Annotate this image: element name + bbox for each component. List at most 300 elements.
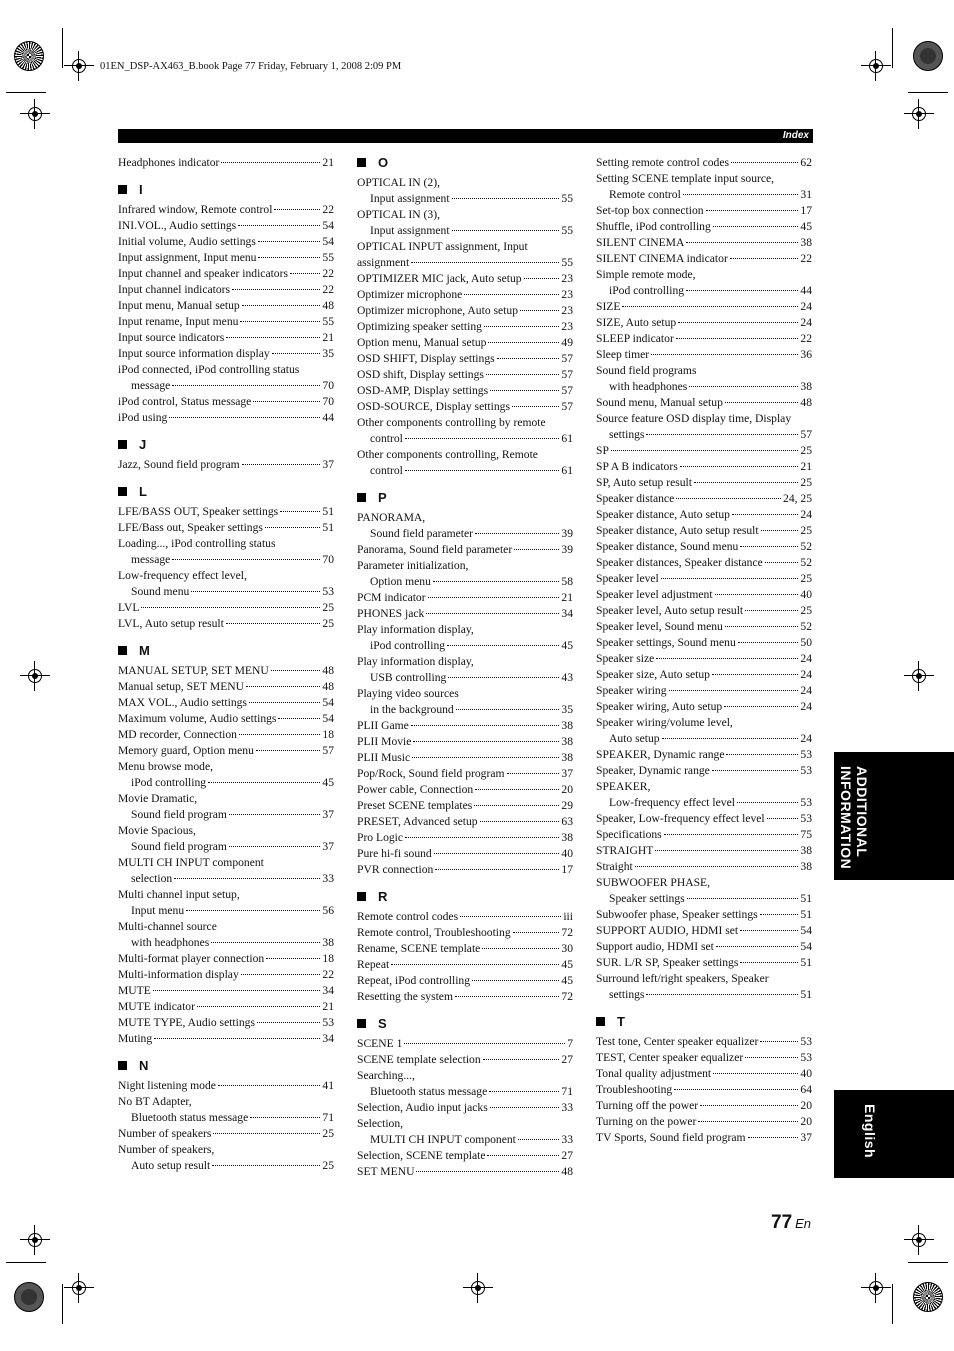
- index-entry: [118, 983, 334, 999]
- entry-page: 52: [800, 540, 812, 553]
- section-square-icon: [357, 1019, 366, 1028]
- dot-leader: [448, 677, 559, 678]
- index-entry: [118, 457, 334, 473]
- entry-page: 71: [561, 1085, 573, 1098]
- entry-text: SCENE 1: [357, 1037, 403, 1050]
- index-entry: [596, 395, 812, 411]
- entry-page: 64: [800, 1083, 812, 1096]
- entry-page: 20: [800, 1099, 812, 1112]
- dot-leader: [669, 690, 799, 691]
- entry-page: 54: [322, 696, 334, 709]
- entry-page: 29: [561, 799, 573, 812]
- crop-line: [62, 28, 63, 68]
- crop-line: [892, 1284, 893, 1324]
- entry-text: Initial volume, Audio settings: [118, 235, 256, 248]
- dot-leader: [208, 782, 320, 783]
- entry-text: PLII Music: [357, 751, 411, 764]
- index-entry: [118, 520, 334, 536]
- entry-page: 53: [800, 748, 812, 761]
- index-entry: [118, 155, 334, 171]
- index-entry: [357, 973, 573, 989]
- dot-leader: [250, 1117, 320, 1118]
- registration-rosette-bottom-left: [14, 1282, 44, 1312]
- index-entry: [357, 766, 573, 782]
- dot-leader: [678, 322, 798, 323]
- crosshair-mark: [20, 99, 50, 129]
- entry-page: 58: [561, 575, 573, 588]
- entry-text: Multi-information display: [118, 968, 239, 981]
- entry-page: 48: [561, 1165, 573, 1178]
- entry-page: 41: [322, 1079, 334, 1092]
- dot-leader: [489, 1091, 559, 1092]
- dot-leader: [611, 450, 799, 451]
- entry-text: SUPPORT AUDIO, HDMI set: [596, 924, 739, 937]
- dot-leader: [460, 916, 561, 917]
- entry-page: 57: [800, 428, 812, 441]
- dot-leader: [745, 1057, 798, 1058]
- entry-text: Auto setup result: [131, 1159, 211, 1172]
- index-entry: [357, 989, 573, 1005]
- dot-leader: [724, 706, 798, 707]
- dot-leader: [490, 1107, 560, 1108]
- entry-text: Remote control codes: [357, 910, 459, 923]
- dot-leader: [689, 386, 798, 387]
- section-letter: N: [139, 1058, 149, 1073]
- entry-page: 25: [800, 604, 812, 617]
- entry-text: Straight: [596, 860, 633, 873]
- entry-page: 33: [322, 872, 334, 885]
- entry-text: LFE/Bass out, Speaker settings: [118, 521, 263, 534]
- entry-text: Sleep timer: [596, 348, 650, 361]
- entry-text: Speaker distance, Auto setup result: [596, 524, 759, 537]
- dot-leader: [482, 948, 559, 949]
- entry-page: 21: [800, 460, 812, 473]
- entry-text: Speaker wiring: [596, 684, 667, 697]
- index-column-1: [118, 155, 334, 1174]
- entry-page: 33: [561, 1101, 573, 1114]
- entry-page: 70: [322, 395, 334, 408]
- dot-leader: [413, 741, 559, 742]
- dot-leader: [661, 578, 799, 579]
- dot-leader: [726, 754, 798, 755]
- index-entry: [596, 1082, 812, 1098]
- index-entry: [596, 1034, 812, 1050]
- entry-page: 57: [322, 744, 334, 757]
- entry-text: Setting SCENE template input source,: [596, 172, 775, 185]
- index-entry: [357, 319, 573, 335]
- dot-leader: [662, 738, 799, 739]
- index-entry: [596, 667, 812, 683]
- entry-text: Option menu, Manual setup: [357, 336, 487, 349]
- entry-page: 21: [322, 331, 334, 344]
- entry-text: Number of speakers: [118, 1127, 212, 1140]
- index-entry: [118, 1015, 334, 1031]
- entry-text: SCENE template selection: [357, 1053, 481, 1066]
- section-square-icon: [118, 440, 127, 449]
- entry-text: MAX VOL., Audio settings: [118, 696, 247, 709]
- entry-text: Optimizer microphone, Auto setup: [357, 304, 518, 317]
- header-bar: [118, 129, 813, 143]
- entry-page: 24, 25: [783, 492, 812, 505]
- crosshair-mark: [904, 1225, 934, 1255]
- index-entry: [357, 207, 573, 239]
- crosshair-mark: [904, 661, 934, 691]
- dot-leader: [141, 607, 320, 608]
- crosshair-mark: [64, 51, 94, 81]
- entry-page: 33: [561, 1133, 573, 1146]
- entry-text: message: [131, 379, 171, 392]
- entry-text: Searching...,: [357, 1069, 415, 1082]
- index-entry: [596, 859, 812, 875]
- index-entry: [596, 491, 812, 507]
- entry-page: 24: [800, 732, 812, 745]
- registration-rosette-bottom-right: [913, 1282, 943, 1312]
- entry-text: Input rename, Input menu: [118, 315, 239, 328]
- index-entry: [118, 362, 334, 394]
- entry-text: TV Sports, Sound field program: [596, 1131, 746, 1144]
- entry-page: 55: [561, 192, 573, 205]
- index-entry: [596, 779, 812, 811]
- entry-text: PCM indicator: [357, 591, 426, 604]
- entry-page: 38: [561, 735, 573, 748]
- entry-page: 23: [561, 272, 573, 285]
- entry-page: 61: [561, 432, 573, 445]
- index-entry: [118, 743, 334, 759]
- index-entry: [357, 287, 573, 303]
- entry-page: 63: [561, 815, 573, 828]
- dot-leader: [258, 241, 321, 242]
- entry-page: 51: [800, 988, 812, 1001]
- entry-text: Repeat, iPod controlling: [357, 974, 471, 987]
- entry-text: Simple remote mode,: [596, 268, 696, 281]
- entry-page: 48: [322, 680, 334, 693]
- dot-leader: [745, 610, 798, 611]
- entry-text: Muting: [118, 1032, 153, 1045]
- index-entry: [118, 1078, 334, 1094]
- entry-text: MD recorder, Connection: [118, 728, 237, 741]
- entry-text: with headphones: [131, 936, 210, 949]
- entry-page: 38: [800, 860, 812, 873]
- entry-page: 20: [800, 1115, 812, 1128]
- index-entry: [596, 827, 812, 843]
- index-entry: [596, 299, 812, 315]
- index-entry: [118, 568, 334, 600]
- entry-text: Input channel and speaker indicators: [118, 267, 288, 280]
- entry-page: 25: [800, 572, 812, 585]
- index-entry: [118, 600, 334, 616]
- index-entry: [596, 1066, 812, 1082]
- index-entry: [118, 759, 334, 791]
- dot-leader: [426, 613, 559, 614]
- entry-text: SUR. L/R SP, Speaker settings: [596, 956, 739, 969]
- index-entry: [596, 235, 812, 251]
- dot-leader: [411, 262, 559, 263]
- index-entry: [357, 1100, 573, 1116]
- index-entry: [357, 846, 573, 862]
- index-entry: [118, 218, 334, 234]
- entry-text: with headphones: [609, 380, 688, 393]
- entry-page: 53: [322, 1016, 334, 1029]
- entry-page: 25: [322, 1159, 334, 1172]
- index-entry: [357, 782, 573, 798]
- entry-page: 21: [561, 591, 573, 604]
- dot-leader: [513, 932, 560, 933]
- entry-page: 54: [800, 924, 812, 937]
- dot-leader: [737, 802, 798, 803]
- entry-page: 24: [800, 668, 812, 681]
- section-letter: I: [139, 182, 143, 197]
- entry-text: Remote control, Troubleshooting: [357, 926, 511, 939]
- entry-text: OPTICAL IN (2),: [357, 176, 440, 189]
- dot-leader: [391, 964, 559, 965]
- index-entry: [357, 1116, 573, 1148]
- index-entry: [596, 347, 812, 363]
- index-entry: [357, 862, 573, 878]
- entry-text: message: [131, 553, 171, 566]
- entry-page: 51: [322, 521, 334, 534]
- entry-text: Movie Spacious,: [118, 824, 196, 837]
- index-entry: [596, 683, 812, 699]
- entry-page: 75: [800, 828, 812, 841]
- entry-page: 24: [800, 652, 812, 665]
- dot-leader: [730, 258, 799, 259]
- entry-page: 24: [800, 300, 812, 313]
- entry-text: iPod connected, iPod controlling status: [118, 363, 300, 376]
- dot-leader: [490, 390, 559, 391]
- entry-text: Sound field parameter: [370, 527, 474, 540]
- entry-page: 49: [561, 336, 573, 349]
- index-entry: [118, 855, 334, 887]
- dot-leader: [716, 946, 799, 947]
- dot-leader: [253, 401, 320, 402]
- entry-text: STRAIGHT: [596, 844, 654, 857]
- entry-page: 21: [322, 156, 334, 169]
- entry-page: 38: [561, 831, 573, 844]
- entry-text: Pure hi-fi sound: [357, 847, 432, 860]
- index-entry: [596, 651, 812, 667]
- entry-text: Turning on the power: [596, 1115, 697, 1128]
- dot-leader: [656, 658, 798, 659]
- entry-text: settings: [609, 988, 645, 1001]
- index-entry: [118, 887, 334, 919]
- entry-text: MULTI CH INPUT component: [118, 856, 264, 869]
- entry-text: Speaker settings, Sound menu: [596, 636, 736, 649]
- index-entry: [357, 447, 573, 479]
- index-entry: [596, 747, 812, 763]
- index-entry: [357, 814, 573, 830]
- entry-page: 22: [322, 283, 334, 296]
- entry-text: PHONES jack: [357, 607, 425, 620]
- index-entry: [596, 619, 812, 635]
- entry-text: TEST, Center speaker equalizer: [596, 1051, 744, 1064]
- section-square-icon: [357, 158, 366, 167]
- header-title: Index: [782, 130, 809, 141]
- entry-text: Parameter initialization,: [357, 559, 469, 572]
- index-entry: [118, 1142, 334, 1174]
- index-entry: [118, 410, 334, 426]
- entry-text: Multi channel input setup,: [118, 888, 240, 901]
- crosshair-mark: [861, 1273, 891, 1303]
- entry-page: 35: [561, 703, 573, 716]
- entry-page: 34: [322, 1032, 334, 1045]
- index-entry: [596, 267, 812, 299]
- section-heading: [596, 1014, 812, 1030]
- entry-text: No BT Adapter,: [118, 1095, 192, 1108]
- index-entry: [357, 510, 573, 542]
- entry-text: SIZE: [596, 300, 621, 313]
- index-entry: [596, 763, 812, 779]
- entry-text: Remote control: [609, 188, 681, 201]
- entry-page: 25: [800, 444, 812, 457]
- index-entry: [118, 951, 334, 967]
- index-entry: [596, 219, 812, 235]
- dot-leader: [486, 374, 560, 375]
- dot-leader: [169, 417, 320, 418]
- entry-page: 53: [800, 1035, 812, 1048]
- entry-page: 37: [322, 458, 334, 471]
- dot-leader: [524, 278, 560, 279]
- entry-text: MUTE TYPE, Audio settings: [118, 1016, 255, 1029]
- entry-text: Input source information display: [118, 347, 270, 360]
- dot-leader: [738, 642, 799, 643]
- section-heading: [118, 643, 334, 659]
- dot-leader: [475, 789, 559, 790]
- index-entry: [118, 1094, 334, 1126]
- crop-line: [892, 28, 893, 68]
- index-entry: [357, 718, 573, 734]
- dot-leader: [238, 225, 320, 226]
- entry-text: Test tone, Center speaker equalizer: [596, 1035, 759, 1048]
- entry-text: Bluetooth status message: [131, 1111, 249, 1124]
- entry-page: 38: [561, 719, 573, 732]
- entry-page: 7: [567, 1037, 573, 1050]
- entry-text: Rename, SCENE template: [357, 942, 481, 955]
- dot-leader: [731, 162, 798, 163]
- index-entry: [357, 1052, 573, 1068]
- section-square-icon: [357, 892, 366, 901]
- entry-page: 57: [561, 400, 573, 413]
- index-entry: [118, 266, 334, 282]
- entry-text: MULTI CH INPUT component: [370, 1133, 516, 1146]
- entry-text: Resetting the system: [357, 990, 453, 1003]
- entry-page: 72: [561, 990, 573, 1003]
- entry-page: 23: [561, 288, 573, 301]
- crosshair-mark: [20, 661, 50, 691]
- dot-leader: [518, 1139, 560, 1140]
- entry-text: assignment: [357, 256, 410, 269]
- entry-text: Input assignment: [370, 192, 450, 205]
- entry-page: 53: [800, 1051, 812, 1064]
- entry-page: 55: [322, 251, 334, 264]
- dot-leader: [712, 674, 798, 675]
- index-entry: [118, 679, 334, 695]
- index-entry: [118, 663, 334, 679]
- dot-leader: [218, 1085, 321, 1086]
- page-language: En: [795, 1216, 812, 1231]
- side-tab-english: [834, 1090, 954, 1178]
- dot-leader: [265, 527, 320, 528]
- entry-page: 35: [322, 347, 334, 360]
- entry-text: Headphones indicator: [118, 156, 220, 169]
- entry-page: 22: [322, 203, 334, 216]
- index-entry: [118, 919, 334, 951]
- entry-text: Speaker distances, Speaker distance: [596, 556, 763, 569]
- entry-text: PLII Game: [357, 719, 409, 732]
- entry-page: 48: [800, 396, 812, 409]
- entry-text: OSD shift, Display settings: [357, 368, 484, 381]
- index-entry: [357, 798, 573, 814]
- dot-leader: [698, 1121, 798, 1122]
- entry-page: 50: [800, 636, 812, 649]
- entry-page: 39: [561, 527, 573, 540]
- entry-text: Selection, SCENE template: [357, 1149, 486, 1162]
- section-letter: T: [617, 1014, 625, 1029]
- entry-page: 43: [561, 671, 573, 684]
- entry-page: 22: [800, 332, 812, 345]
- section-square-icon: [118, 487, 127, 496]
- entry-text: Maximum volume, Audio settings: [118, 712, 277, 725]
- dot-leader: [197, 1006, 320, 1007]
- dot-leader: [483, 1059, 560, 1060]
- page-number-value: 77: [771, 1212, 793, 1233]
- index-entry: [596, 555, 812, 571]
- section-heading: [357, 490, 573, 506]
- entry-page: 38: [322, 936, 334, 949]
- index-entry: [118, 314, 334, 330]
- index-entry: [596, 363, 812, 395]
- entry-text: iPod using: [118, 411, 168, 424]
- entry-text: SILENT CINEMA indicator: [596, 252, 728, 265]
- entry-text: settings: [609, 428, 645, 441]
- index-entry: [118, 330, 334, 346]
- entry-text: Manual setup, SET MENU: [118, 680, 245, 693]
- section-letter: P: [378, 490, 387, 505]
- entry-text: Source feature OSD display time, Display: [596, 412, 792, 425]
- crop-line: [62, 1284, 63, 1324]
- entry-page: 51: [800, 908, 812, 921]
- index-entry: [596, 1050, 812, 1066]
- entry-page: 70: [322, 379, 334, 392]
- dot-leader: [411, 725, 560, 726]
- entry-text: Sound menu, Manual setup: [596, 396, 723, 409]
- index-entry: [357, 654, 573, 686]
- entry-text: Memory guard, Option menu: [118, 744, 254, 757]
- dot-leader: [664, 834, 799, 835]
- dot-leader: [241, 974, 321, 975]
- dot-leader: [512, 406, 559, 407]
- index-entry: [357, 271, 573, 287]
- dot-leader: [191, 591, 320, 592]
- entry-page: 25: [322, 1127, 334, 1140]
- dot-leader: [475, 533, 559, 534]
- book-info: 01EN_DSP-AX463_B.book Page 77 Friday, February 1, 2008 2:09 PM: [100, 61, 402, 72]
- entry-text: Speaker settings: [609, 892, 685, 905]
- index-entry: [596, 907, 812, 923]
- entry-text: PRESET, Advanced setup: [357, 815, 478, 828]
- dot-leader: [274, 209, 320, 210]
- dot-leader: [221, 162, 320, 163]
- entry-text: Preset SCENE templates: [357, 799, 473, 812]
- dot-leader: [507, 773, 560, 774]
- entry-text: Turning off the power: [596, 1099, 699, 1112]
- index-entry: [357, 957, 573, 973]
- index-entry: [357, 622, 573, 654]
- entry-page: 53: [322, 585, 334, 598]
- index-entry: [118, 695, 334, 711]
- dot-leader: [256, 750, 321, 751]
- section-square-icon: [118, 1061, 127, 1070]
- entry-text: Playing video sources: [357, 687, 459, 700]
